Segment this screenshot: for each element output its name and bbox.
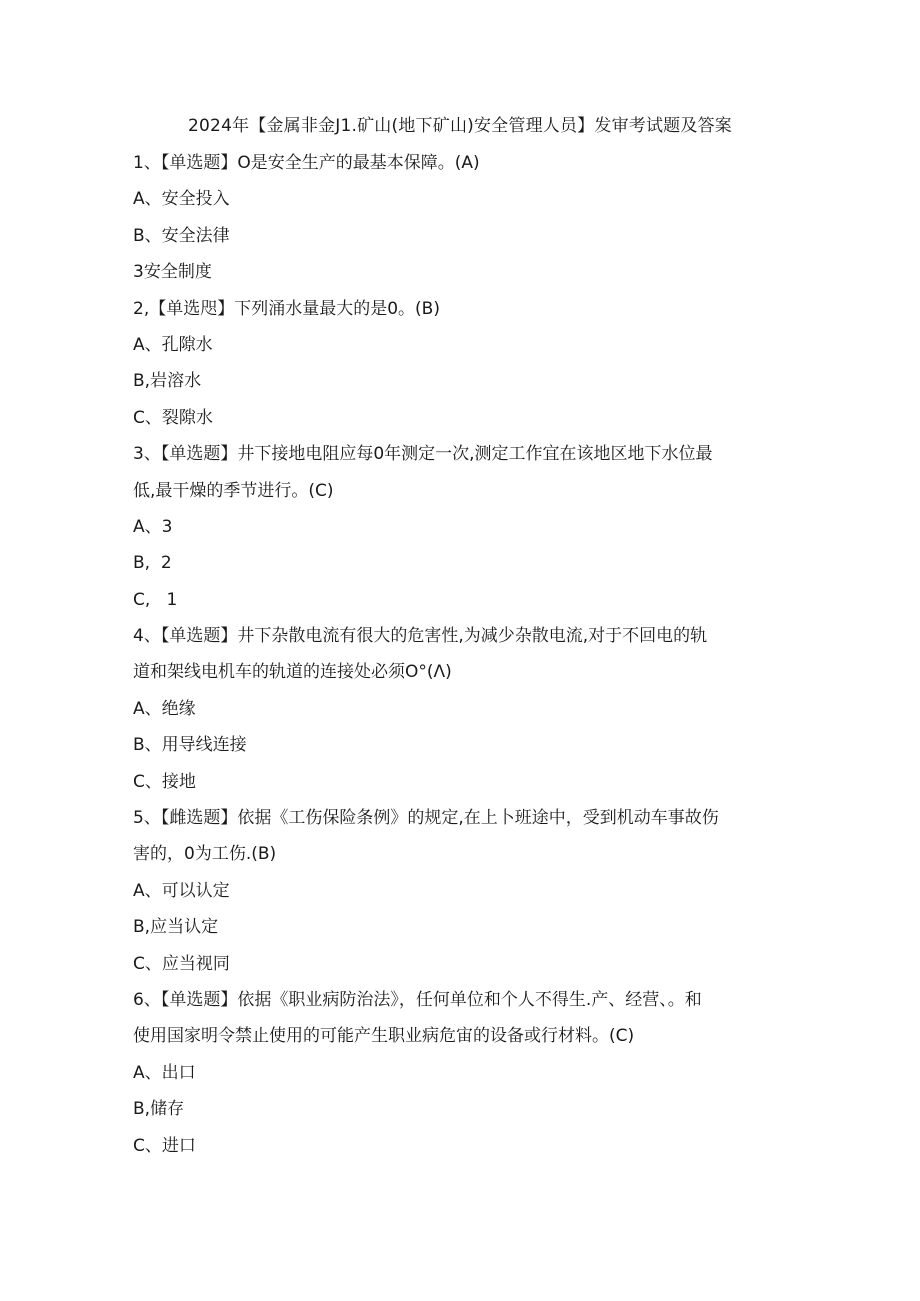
question-1-stem: 1、【单选题】O是安全生产的最基本保障。(A) <box>133 153 480 173</box>
question-3-stem-line-2: 低,最干燥的季节进行。(C) <box>133 480 334 501</box>
question-1-option-c: 3安全制度 <box>133 262 212 283</box>
question-3-stem-line-1: 3、【单选题】井下接地电阻应每0年测定一次,测定工作宜在该地区地下水位最 <box>133 444 713 465</box>
question-6-stem-line-2: 使用国家明令禁止使用的可能产生职业病危宙的设备或行材料。(C) <box>133 1026 635 1047</box>
document-title: 2024年【金属非金J1.矿山(地下矿山)安全管理人员】发审考试题及答案 <box>188 116 732 136</box>
question-5-option-b: B,应当认定 <box>133 917 219 938</box>
question-2-stem: 2,【单选咫】下列涌水量最大的是0。(B) <box>133 298 440 319</box>
question-6-option-a: A、出口 <box>133 1062 196 1083</box>
question-3-option-b: B, 2 <box>133 553 172 574</box>
question-5-stem-line-1: 5、【雌选题】依据《工伤保险条例》的规定,在上卜班途中，受到机动车事故伤 <box>133 808 719 829</box>
question-5-option-a: A、可以认定 <box>133 880 230 901</box>
question-4-stem-line-1: 4、【单选题】井下杂散电流有很大的危害性,为减少杂散电流,对于不回电的轨 <box>133 626 708 647</box>
question-3-option-c: C, 1 <box>133 589 178 610</box>
question-4-option-a: A、绝缘 <box>133 698 196 719</box>
question-6-option-c: C、进口 <box>133 1135 196 1156</box>
question-5-option-c: C、应当视同 <box>133 953 230 974</box>
question-1-option-a: A、安全投入 <box>133 189 230 210</box>
question-1-option-b: B、安全法律 <box>133 225 230 246</box>
question-4-option-c: C、接地 <box>133 771 196 792</box>
question-4-option-b: B、用导线连接 <box>133 735 247 756</box>
question-6-option-b: B,储存 <box>133 1099 185 1120</box>
question-5-stem-line-2: 害的，0为工伤.(B) <box>133 844 277 865</box>
question-6-stem-line-1: 6、【单选题】依据《职业病防治法》，任何单位和个人不得生.产、经营、。和 <box>133 989 702 1010</box>
document-body <box>133 149 793 1168</box>
question-3-option-a: A、3 <box>133 516 173 537</box>
question-2-option-b: B,岩溶水 <box>133 371 202 392</box>
question-2-option-c: C、裂隙水 <box>133 407 213 428</box>
question-4-stem-line-2: 道和架线电机车的轨道的连接处必须O°(Λ) <box>133 662 452 683</box>
question-2-option-a: A、孔隙水 <box>133 334 213 355</box>
